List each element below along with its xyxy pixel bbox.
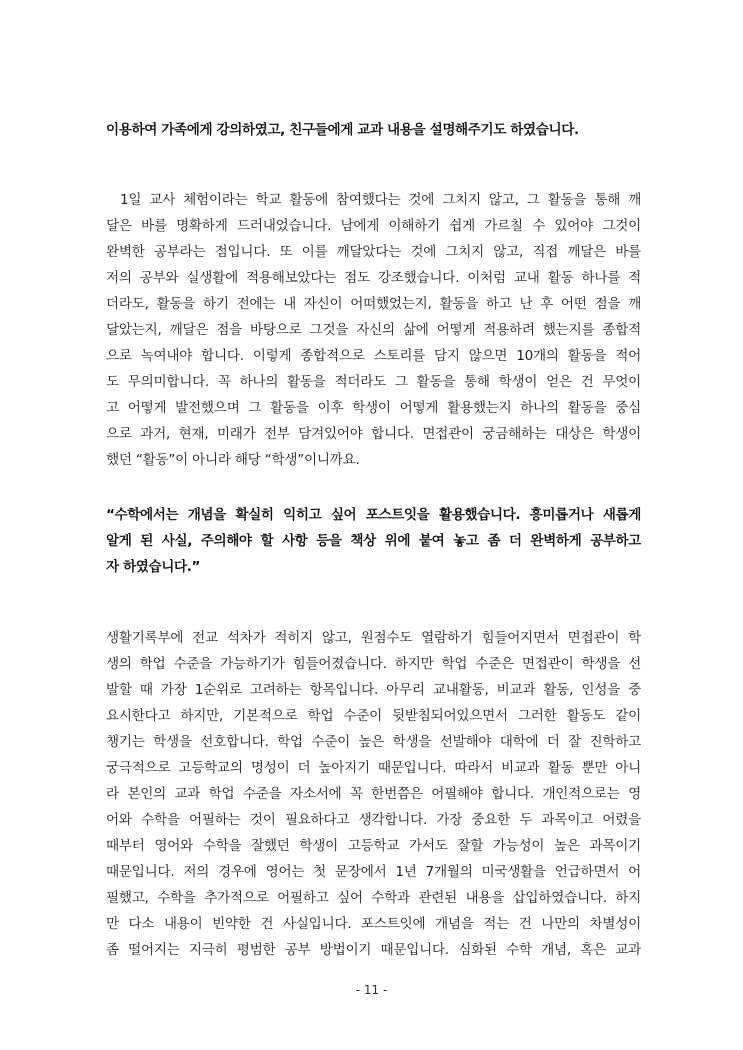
paragraph-line: 달았는지, 깨달은 점을 바탕으로 그것을 자신의 삶에 어떻게 적용하려 했는지를 종합적 — [106, 322, 641, 338]
paragraph-line: 고 어떻게 발전했으며 그 활동을 이후 학생이 어떻게 활용했는지 하나의 활동을 중심 — [106, 400, 641, 416]
quote-line: “수학에서는 개념을 확실히 익히고 싶어 포스트잇을 활용했습니다. 흥미롭거나 새롭게 — [106, 507, 641, 523]
paragraph-line: 요시한다고 하지만, 기본적으로 학업 수준이 뒷받침되어있으면서 그러한 활동도 같이 — [106, 708, 641, 724]
paragraph-line: 1일 교사 체험이라는 학교 활동에 참여했다는 것에 그치지 않고, 그 활동을 통해 깨 — [120, 192, 641, 208]
paragraph-line: 완벽한 공부라는 점입니다. 또 이를 깨달았다는 것에 그치지 않고, 직접 깨달은 바를 — [106, 244, 641, 260]
paragraph-line: 달은 바를 명확하게 드러내었습니다. 남에게 이해하기 쉽게 가르칠 수 있어야 그것이 — [106, 218, 641, 234]
heading-line: 이용하여 가족에게 강의하였고, 친구들에게 교과 내용을 설명해주기도 하였습니다. — [106, 122, 579, 138]
paragraph-line: 어와 수학을 어필하는 것이 필요하다고 생각합니다. 가장 중요한 두 과목이고 어렸을 — [106, 812, 641, 828]
paragraph-line: 으로 과거, 현재, 미래가 전부 담겨있어야 합니다. 면접관이 궁금해하는 대상은 학생이 — [106, 426, 641, 442]
paragraph-line: 챙기는 학생을 선호합니다. 학업 수준이 높은 학생을 선발해야 대학에 더 잘 진학하고 — [106, 734, 641, 750]
paragraph-line: 라 본인의 교과 학업 수준을 자소서에 꼭 한번쯤은 어필해야 합니다. 개인적으로는 영 — [106, 786, 641, 802]
paragraph-line: 생활기록부에 전교 석차가 적히지 않고, 원점수도 열람하기 힘들어지면서 면접관이 학 — [106, 630, 641, 646]
paragraph-line: 필했고, 수학을 추가적으로 어필하고 싶어 수학과 관련된 내용을 삽입하였습니다. 하지 — [106, 890, 641, 906]
paragraph-line: 때문입니다. 저의 경우에 영어는 첫 문장에서 1년 7개월의 미국생활을 언급하면서 어 — [106, 864, 641, 880]
paragraph-line: 더라도, 활동을 하기 전에는 내 자신이 어떠했었는지, 활동을 하고 난 후 어떤 점을 깨 — [106, 296, 641, 312]
page-number: - 11 - — [355, 983, 388, 997]
paragraph-line: 발할 때 가장 1순위로 고려하는 항목입니다. 아무리 교내활동, 비교과 활동, 인성을 중 — [106, 682, 641, 698]
quote-line: 알게 된 사실, 주의해야 할 사항 등을 책상 위에 붙여 놓고 좀 더 완벽하게 공부하고 — [106, 533, 641, 549]
paragraph-line: 궁극적으로 고등학교의 명성이 더 높아지기 때문입니다. 따라서 비교과 활동 뿐만 아니 — [106, 760, 641, 776]
paragraph-line: 만 다소 내용이 빈약한 건 사실입니다. 포스트잇에 개념을 적는 건 나만의 차별성이 — [106, 916, 641, 932]
paragraph-line: 도 무의미합니다. 꼭 하나의 활동을 적더라도 그 활동을 통해 학생이 얻은 건 무엇이 — [106, 374, 641, 390]
paragraph-line: 저의 공부와 실생활에 적용해보았다는 점도 강조했습니다. 이처럼 교내 활동 하나를 적 — [106, 270, 641, 286]
paragraph-line: 생의 학업 수준을 가능하기가 힘들어졌습니다. 하지만 학업 수준은 면접관이 학생을 선 — [106, 656, 641, 672]
paragraph-line: 좀 떨어지는 지극히 평범한 공부 방법이기 때문입니다. 심화된 수학 개념, 혹은 교과 — [106, 942, 641, 958]
paragraph-line: 했던 “활동”이 아니라 해당 “학생”이니까요. — [106, 452, 360, 468]
paragraph-line: 으로 녹여내야 합니다. 이렇게 종합적으로 스토리를 담지 않으면 10개의 활동을 적어 — [106, 348, 641, 364]
quote-line: 자 하였습니다.” — [106, 559, 201, 575]
paragraph-line: 때부터 영어와 수학을 잘했던 학생이 고등학교 가서도 잘할 가능성이 높은 과목이기 — [106, 838, 641, 854]
